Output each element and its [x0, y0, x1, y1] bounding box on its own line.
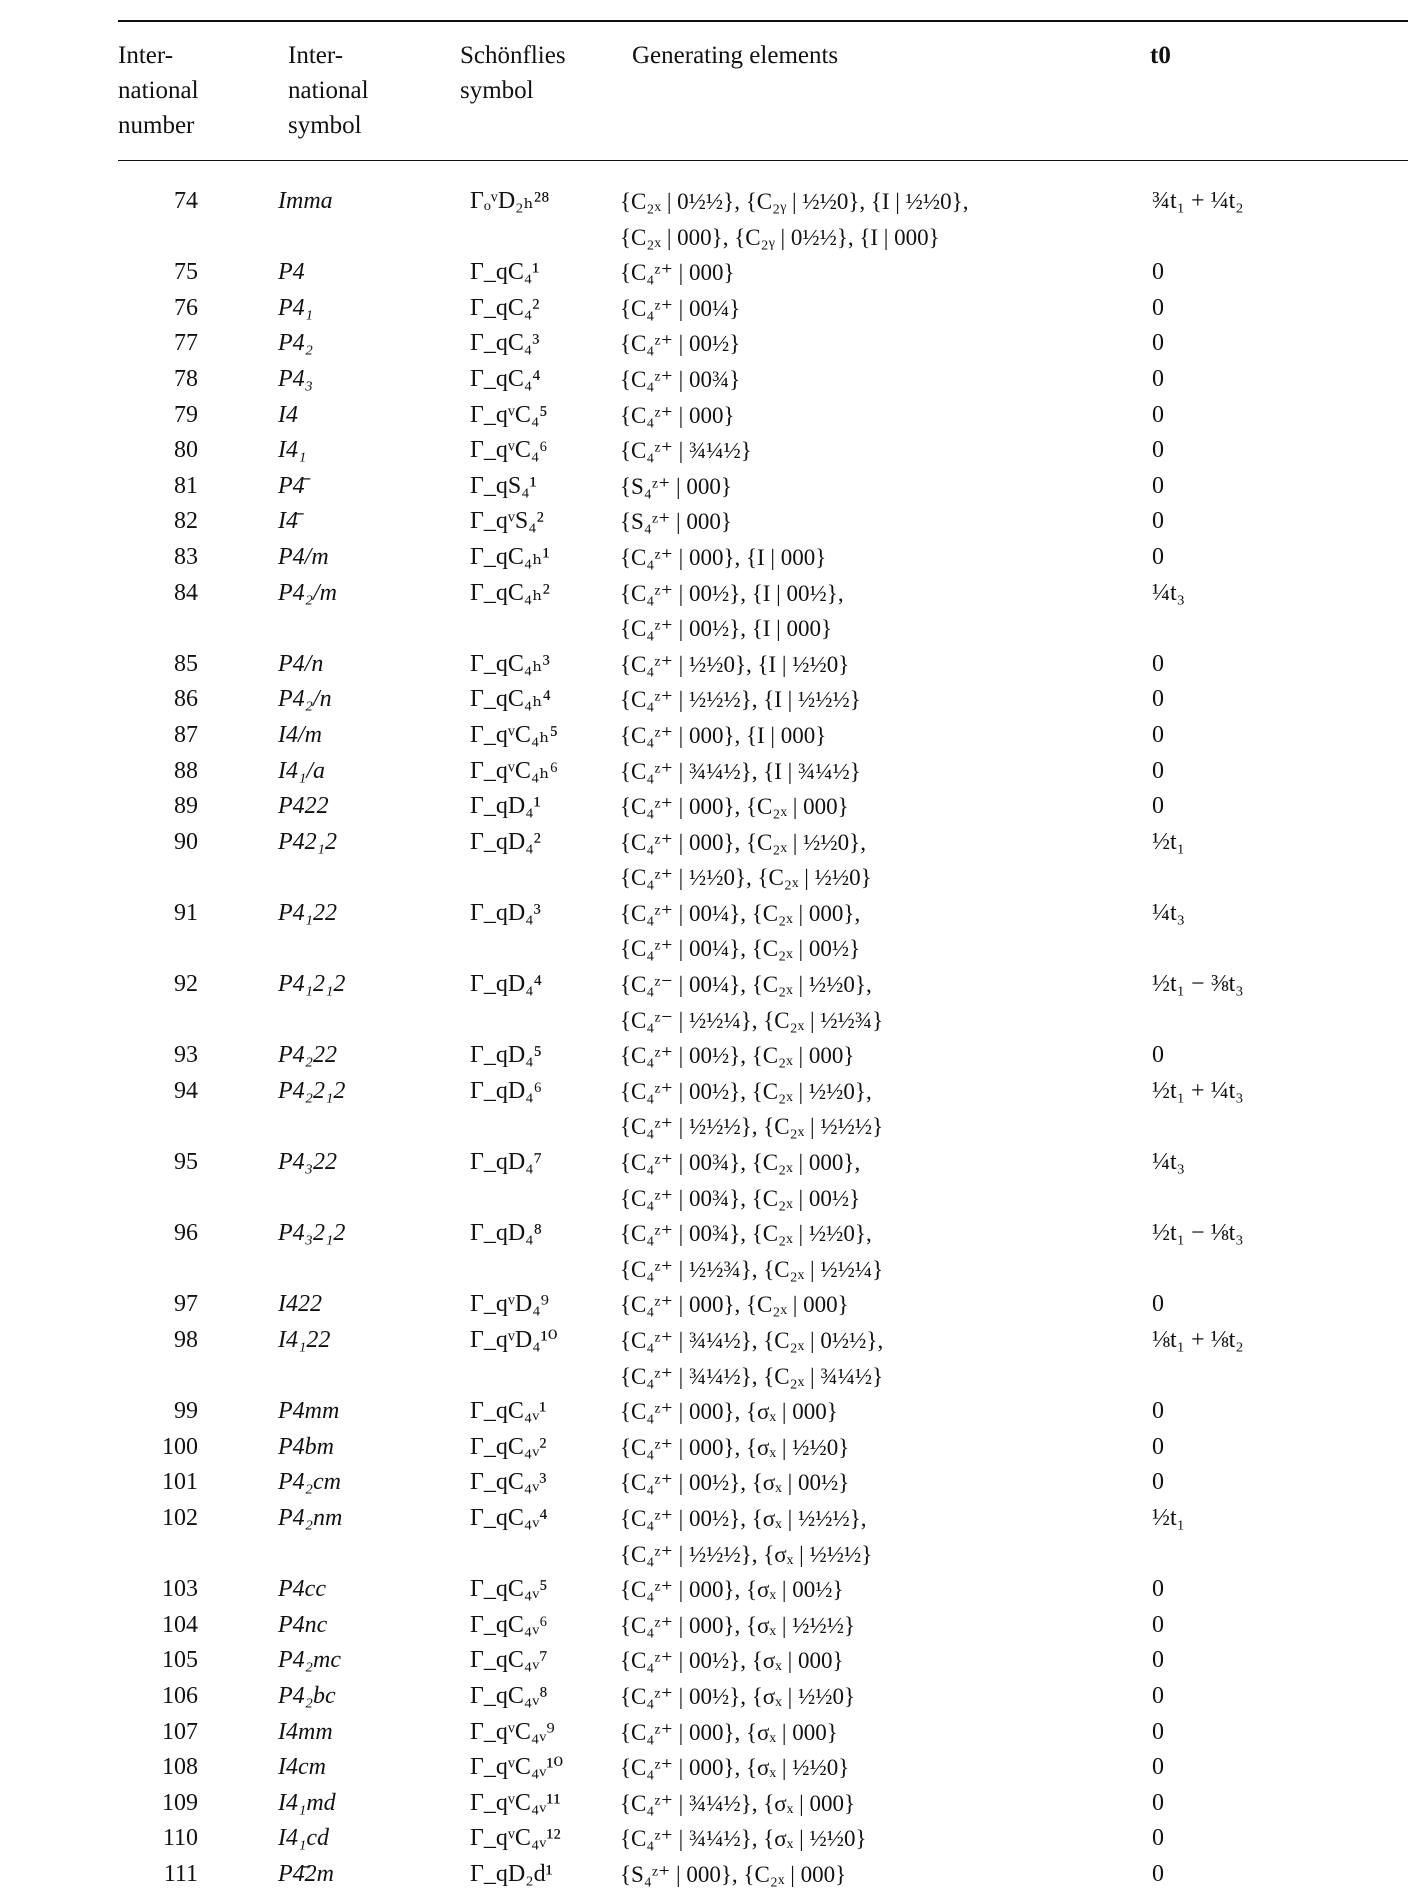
cell-t0: 0: [1152, 259, 1164, 286]
cell-international-symbol: P4₂/m: [278, 579, 338, 606]
cell-international-symbol: I4₁/a: [278, 757, 326, 784]
cell-generating-elements: {C₄ᶻ⁺ | 000}, {σₓ | 000}: [620, 1399, 838, 1425]
header-t0: t0: [1150, 42, 1171, 69]
cell-schoenflies-symbol: Γ_qᵛC₄ₕ⁵: [470, 721, 559, 748]
cell-international-symbol: I4: [278, 401, 298, 428]
cell-t0: 0: [1152, 543, 1164, 570]
cell-international-number: 81: [174, 472, 198, 499]
cell-generating-elements: {C₄ᶻ⁺ | 000}, {σₓ | ½½0}: [620, 1755, 850, 1781]
header-generating-elements: Generating elements: [632, 42, 839, 69]
cell-t0: 0: [1152, 1682, 1164, 1709]
cell-t0: ½t₁: [1152, 1504, 1186, 1531]
cell-t0: 0: [1152, 1398, 1164, 1425]
cell-generating-elements: {S₄ᶻ⁺ | 000}: [620, 473, 732, 499]
table-row: [0, 433, 1426, 469]
cell-schoenflies-symbol: Γ_qD₄⁴: [470, 971, 542, 998]
cell-international-number: 84: [174, 579, 198, 606]
table-row: [0, 1750, 1426, 1786]
cell-schoenflies-symbol: Γ_qC₄³: [470, 330, 540, 357]
cell-t0: 0: [1152, 1576, 1164, 1603]
cell-generating-elements: {C₄ᶻ⁺ | 000}: [620, 260, 735, 286]
table-row: [0, 1465, 1426, 1501]
cell-international-number: 111: [163, 1860, 198, 1887]
table-row: [0, 1074, 1426, 1145]
cell-international-number: 110: [162, 1825, 198, 1852]
cell-generating-elements: {C₂ₓ | 0½½}, {C₂ᵧ | ½½0}, {I | ½½0}, {C₂ₓ | 000}, {C₂ᵧ | 0½½}, {I | 000}: [620, 189, 969, 250]
table-row: [0, 504, 1426, 540]
cell-schoenflies-symbol: Γ_qD₄³: [470, 899, 541, 926]
table-row: [0, 967, 1426, 1038]
cell-international-symbol: P4₂cm: [278, 1469, 341, 1496]
cell-international-symbol: P4₁22: [278, 899, 338, 926]
cell-t0: 0: [1152, 330, 1164, 357]
cell-generating-elements: {C₄ᶻ⁺ | 000}, {I | 000}: [620, 544, 827, 570]
cell-schoenflies-symbol: Γ_qC₄²: [470, 294, 540, 321]
cell-schoenflies-symbol: Γ_qC₄ᵥ⁴: [470, 1504, 548, 1531]
cell-schoenflies-symbol: Γ_qD₄⁵: [470, 1042, 542, 1069]
cell-t0: 0: [1152, 1433, 1164, 1460]
cell-schoenflies-symbol: ΓₒᵛD₂ₕ²⁸: [470, 188, 550, 214]
table-row: [0, 576, 1426, 647]
cell-t0: 0: [1152, 437, 1164, 464]
cell-international-symbol: P4₃22: [278, 1149, 338, 1176]
cell-international-number: 95: [174, 1149, 198, 1176]
cell-international-number: 109: [162, 1789, 198, 1816]
cell-international-symbol: P4₂bc: [278, 1682, 336, 1709]
cell-generating-elements: {C₄ᶻ⁺ | 000}, {C₂ₓ | 000}: [620, 1292, 849, 1318]
cell-international-symbol: I4̄: [278, 508, 298, 535]
table-row: [0, 789, 1426, 825]
cell-t0: 0: [1152, 1825, 1164, 1852]
cell-international-symbol: P4₂/n: [278, 686, 332, 713]
cell-international-symbol: P4₁: [278, 294, 314, 321]
cell-t0: ½t₁ − ⅜t₃: [1152, 971, 1244, 998]
cell-international-number: 83: [174, 543, 198, 570]
cell-t0: 0: [1152, 1718, 1164, 1745]
cell-international-symbol: I422: [278, 1291, 322, 1318]
cell-t0: 0: [1152, 757, 1164, 784]
cell-international-number: 74: [174, 188, 198, 214]
table-row: [0, 1786, 1426, 1822]
table-row: [0, 1394, 1426, 1430]
cell-t0: 0: [1152, 365, 1164, 392]
cell-generating-elements: {C₄ᶻ⁻ | 00¼}, {C₂ₓ | ½½0}, {C₄ᶻ⁻ | ½½¼}, {C₂ₓ | ½½¾}: [620, 972, 884, 1033]
table-row: [0, 540, 1426, 576]
header-international-number: Inter- national number: [118, 42, 199, 139]
cell-schoenflies-symbol: Γ_qC₄ₕ⁴: [470, 686, 551, 713]
cell-international-symbol: I4₁22: [278, 1327, 331, 1353]
table-row: [0, 1501, 1426, 1572]
cell-t0: ¼t₃: [1152, 579, 1186, 606]
cell-international-symbol: P4₂mc: [278, 1647, 341, 1674]
cell-generating-elements: {C₄ᶻ⁺ | ¾¼½}, {I | ¾¼½}: [620, 758, 861, 784]
cell-schoenflies-symbol: Γ_qC₄ᵥ³: [470, 1469, 547, 1496]
cell-schoenflies-symbol: Γ_qC₄ₕ²: [470, 579, 550, 606]
cell-generating-elements: {C₄ᶻ⁺ | ¾¼½}, {C₂ₓ | 0½½}, {C₄ᶻ⁺ | ¾¼½}, {C₂ₓ | ¾¼½}: [620, 1328, 884, 1389]
cell-international-symbol: P4̄: [278, 472, 305, 499]
cell-t0: ½t₁ − ⅛t₃: [1152, 1220, 1244, 1247]
cell-international-number: 108: [162, 1754, 198, 1781]
cell-international-symbol: I4₁: [278, 437, 307, 464]
cell-schoenflies-symbol: Γ_qC₄ᵥ⁸: [470, 1682, 548, 1709]
table-row: [0, 255, 1426, 291]
table-row: [0, 682, 1426, 718]
header-international-symbol: Inter- national symbol: [288, 42, 369, 139]
cell-international-symbol: P4₁2₁2: [278, 971, 346, 998]
table-row: [0, 1608, 1426, 1644]
cell-schoenflies-symbol: Γ_qᵛC₄ᵥ¹²: [470, 1825, 561, 1852]
cell-schoenflies-symbol: Γ_qC₄ᵥ²: [470, 1433, 547, 1460]
cell-schoenflies-symbol: Γ_qC₄ₕ¹: [470, 543, 550, 570]
cell-t0: 0: [1152, 793, 1164, 820]
cell-schoenflies-symbol: Γ_qᵛD₄¹⁰: [470, 1327, 558, 1353]
cell-schoenflies-symbol: Γ_qD₄⁶: [470, 1077, 542, 1104]
cell-generating-elements: {C₄ᶻ⁺ | 000}, {σₓ | ½½0}: [620, 1434, 850, 1460]
cell-generating-elements: {C₄ᶻ⁺ | ½½½}, {I | ½½½}: [620, 687, 861, 713]
cell-international-symbol: P4₃2₁2: [278, 1220, 346, 1247]
table-row: [0, 825, 1426, 896]
cell-international-symbol: P42₁2: [278, 828, 338, 855]
cell-schoenflies-symbol: Γ_qᵛC₄ₕ⁶: [470, 757, 559, 784]
cell-generating-elements: {C₄ᶻ⁺ | ¾¼½}: [620, 438, 752, 464]
cell-schoenflies-symbol: Γ_qC₄¹: [470, 259, 540, 286]
cell-schoenflies-symbol: Γ_qC₄ᵥ⁶: [470, 1611, 548, 1638]
cell-t0: 0: [1152, 1469, 1164, 1496]
top-rule: [118, 20, 1408, 22]
cell-t0: ⅛t₁ + ⅛t₂: [1152, 1327, 1244, 1353]
cell-t0: 0: [1152, 721, 1164, 748]
table-row: [0, 291, 1426, 327]
cell-generating-elements: {C₄ᶻ⁺ | 000}, {C₂ₓ | 000}: [620, 794, 849, 820]
cell-international-symbol: P4₂: [278, 330, 314, 357]
cell-t0: ½t₁: [1152, 828, 1186, 855]
table-row: [0, 1643, 1426, 1679]
cell-generating-elements: {C₄ᶻ⁺ | 00½}, {σₓ | ½½½}, {C₄ᶻ⁺ | ½½½}, {σₓ | ½½½}: [620, 1505, 873, 1567]
cell-generating-elements: {C₄ᶻ⁺ | ¾¼½}, {σₓ | 000}: [620, 1790, 855, 1816]
cell-international-symbol: P4₂22: [278, 1042, 338, 1069]
cell-international-number: 87: [174, 721, 198, 748]
cell-generating-elements: {C₄ᶻ⁺ | 00½}: [620, 331, 741, 357]
cell-international-number: 107: [162, 1718, 198, 1745]
cell-generating-elements: {C₄ᶻ⁺ | 00¾}, {C₂ₓ | 000}, {C₄ᶻ⁺ | 00¾}, {C₂ₓ | 00½}: [620, 1150, 861, 1211]
cell-t0: ¼t₃: [1152, 1149, 1186, 1176]
cell-generating-elements: {C₄ᶻ⁺ | ½½0}, {I | ½½0}: [620, 651, 850, 677]
cell-international-symbol: P4₂nm: [278, 1504, 343, 1531]
cell-t0: 0: [1152, 294, 1164, 321]
cell-schoenflies-symbol: Γ_qC₄ᵥ⁷: [470, 1647, 548, 1674]
cell-international-number: 85: [174, 650, 198, 677]
cell-generating-elements: {C₄ᶻ⁺ | 000}, {I | 000}: [620, 722, 827, 748]
cell-international-symbol: P4/n: [278, 650, 324, 677]
cell-t0: 0: [1152, 1042, 1164, 1069]
cell-schoenflies-symbol: Γ_qᵛC₄⁵: [470, 401, 548, 428]
table-row: [0, 398, 1426, 434]
cell-international-number: 105: [162, 1647, 198, 1674]
cell-international-number: 94: [174, 1077, 198, 1104]
table-row: [0, 754, 1426, 790]
cell-international-number: 86: [174, 686, 198, 713]
cell-international-number: 103: [162, 1576, 198, 1603]
cell-international-symbol: P4mm: [278, 1398, 340, 1425]
cell-schoenflies-symbol: Γ_qC₄ₕ³: [470, 650, 550, 677]
cell-international-symbol: P4cc: [278, 1576, 326, 1603]
cell-generating-elements: {C₄ᶻ⁺ | 00½}, {σₓ | 00½}: [620, 1470, 850, 1496]
cell-generating-elements: {C₄ᶻ⁺ | 000}, {σₓ | 000}: [620, 1719, 838, 1745]
cell-international-number: 98: [174, 1327, 198, 1353]
cell-generating-elements: {C₄ᶻ⁺ | 00¼}: [620, 295, 741, 321]
cell-generating-elements: {C₄ᶻ⁺ | ¾¼½}, {σₓ | ½½0}: [620, 1826, 867, 1852]
cell-generating-elements: {C₄ᶻ⁺ | 000}, {σₓ | 00½}: [620, 1577, 844, 1603]
cell-generating-elements: {C₄ᶻ⁺ | 00¾}: [620, 366, 741, 392]
table-row: [0, 1323, 1426, 1394]
cell-t0: 0: [1152, 508, 1164, 535]
table-row: [0, 1857, 1426, 1893]
table-row: [0, 362, 1426, 398]
cell-schoenflies-symbol: Γ_qD₄⁸: [470, 1220, 542, 1247]
cell-generating-elements: {C₄ᶻ⁺ | 00½}, {σₓ | 000}: [620, 1648, 844, 1674]
cell-international-symbol: I4₁cd: [278, 1825, 329, 1852]
cell-international-number: 99: [174, 1398, 198, 1425]
cell-t0: 0: [1152, 1754, 1164, 1781]
cell-international-symbol: P4/m: [278, 543, 329, 570]
cell-generating-elements: {C₄ᶻ⁺ | 00½}, {C₂ₓ | 000}: [620, 1043, 855, 1069]
cell-international-symbol: P4nc: [278, 1611, 328, 1638]
cell-schoenflies-symbol: Γ_qS₄¹: [470, 472, 537, 499]
cell-t0: 0: [1152, 401, 1164, 428]
table-row: [0, 1430, 1426, 1466]
cell-t0: 0: [1152, 1611, 1164, 1638]
cell-generating-elements: {C₄ᶻ⁺ | 00½}, {C₂ₓ | ½½0}, {C₄ᶻ⁺ | ½½½}, {C₂ₓ | ½½½}: [620, 1078, 884, 1140]
table-row: [0, 1038, 1426, 1074]
table-row: [0, 1572, 1426, 1608]
cell-t0: 0: [1152, 1789, 1164, 1816]
cell-international-number: 78: [174, 365, 198, 392]
table-row: [0, 1145, 1426, 1216]
cell-generating-elements: {S₄ᶻ⁺ | 000}: [620, 509, 732, 535]
cell-international-number: 92: [174, 971, 198, 998]
cell-international-symbol: P4̄2m: [278, 1860, 334, 1887]
table-row: [0, 1287, 1426, 1323]
cell-international-number: 79: [174, 401, 198, 428]
header-rule: [118, 160, 1408, 161]
table-row: [0, 1679, 1426, 1715]
cell-t0: ¾t₁ + ¼t₂: [1152, 188, 1244, 214]
table-row: [0, 326, 1426, 362]
cell-international-number: 90: [174, 828, 198, 855]
cell-generating-elements: {C₄ᶻ⁺ | 000}: [620, 402, 735, 428]
cell-t0: 0: [1152, 686, 1164, 713]
cell-t0: ½t₁ + ¼t₃: [1152, 1077, 1244, 1104]
cell-schoenflies-symbol: Γ_qᵛC₄ᵥ¹⁰: [470, 1754, 564, 1781]
cell-international-symbol: P4bm: [278, 1433, 334, 1460]
cell-t0: 0: [1152, 650, 1164, 677]
cell-international-symbol: Imma: [278, 188, 333, 214]
cell-schoenflies-symbol: Γ_qᵛS₄²: [470, 508, 544, 535]
table-row: [0, 184, 1426, 255]
cell-international-symbol: I4/m: [278, 721, 322, 748]
cell-international-symbol: I4mm: [278, 1718, 333, 1745]
cell-international-number: 100: [162, 1433, 198, 1460]
cell-schoenflies-symbol: Γ_qD₂d¹: [470, 1860, 553, 1887]
cell-international-number: 93: [174, 1042, 198, 1069]
cell-international-symbol: P4₃: [278, 365, 314, 392]
cell-international-number: 96: [174, 1220, 198, 1247]
cell-international-number: 76: [174, 294, 198, 321]
cell-international-number: 80: [174, 437, 198, 464]
cell-international-number: 77: [174, 330, 198, 357]
cell-international-number: 82: [174, 508, 198, 535]
cell-generating-elements: {C₄ᶻ⁺ | 000}, {C₂ₓ | ½½0}, {C₄ᶻ⁺ | ½½0}, {C₂ₓ | ½½0}: [620, 829, 872, 891]
cell-international-number: 91: [174, 899, 198, 926]
cell-t0: 0: [1152, 1860, 1164, 1887]
cell-t0: 0: [1152, 1291, 1164, 1318]
table-row: [0, 1821, 1426, 1857]
cell-international-symbol: P4: [278, 259, 305, 286]
cell-generating-elements: {S₄ᶻ⁺ | 000}, {C₂ₓ | 000}: [620, 1861, 847, 1887]
cell-schoenflies-symbol: Γ_qC₄⁴: [470, 365, 541, 392]
cell-generating-elements: {C₄ᶻ⁺ | 00½}, {I | 00½}, {C₄ᶻ⁺ | 00½}, {I | 000}: [620, 580, 844, 642]
table-row: [0, 896, 1426, 967]
cell-schoenflies-symbol: Γ_qD₄¹: [470, 793, 541, 820]
header-schoenflies-symbol: Schönflies symbol: [460, 42, 566, 104]
table-row: [0, 718, 1426, 754]
cell-t0: 0: [1152, 472, 1164, 499]
cell-generating-elements: {C₄ᶻ⁺ | 000}, {σₓ | ½½½}: [620, 1612, 855, 1638]
cell-international-number: 88: [174, 757, 198, 784]
cell-schoenflies-symbol: Γ_qD₄²: [470, 828, 541, 855]
table-row: [0, 469, 1426, 505]
cell-generating-elements: {C₄ᶻ⁺ | 00¾}, {C₂ₓ | ½½0}, {C₄ᶻ⁺ | ½½¾}, {C₂ₓ | ½½¼}: [620, 1221, 884, 1282]
cell-generating-elements: {C₄ᶻ⁺ | 00¼}, {C₂ₓ | 000}, {C₄ᶻ⁺ | 00¼}, {C₂ₓ | 00½}: [620, 900, 861, 962]
table-body: [0, 184, 1426, 1893]
cell-schoenflies-symbol: Γ_qC₄ᵥ⁵: [470, 1576, 548, 1603]
table-row: [0, 1216, 1426, 1287]
cell-international-symbol: P422: [278, 793, 329, 820]
cell-t0: 0: [1152, 1647, 1164, 1674]
cell-international-number: 89: [174, 793, 198, 820]
table-row: [0, 1715, 1426, 1751]
cell-t0: ¼t₃: [1152, 899, 1186, 926]
cell-international-number: 75: [174, 259, 198, 286]
cell-international-number: 102: [162, 1504, 198, 1531]
cell-international-number: 106: [162, 1682, 198, 1709]
cell-schoenflies-symbol: Γ_qᵛC₄ᵥ⁹: [470, 1718, 555, 1745]
cell-schoenflies-symbol: Γ_qC₄ᵥ¹: [470, 1398, 547, 1425]
cell-generating-elements: {C₄ᶻ⁺ | 00½}, {σₓ | ½½0}: [620, 1683, 855, 1709]
table-row: [0, 647, 1426, 683]
cell-international-symbol: I4cm: [278, 1754, 326, 1781]
cell-schoenflies-symbol: Γ_qD₄⁷: [470, 1149, 542, 1176]
cell-schoenflies-symbol: Γ_qᵛD₄⁹: [470, 1291, 549, 1318]
cell-schoenflies-symbol: Γ_qᵛC₄ᵥ¹¹: [470, 1789, 561, 1816]
cell-international-number: 104: [162, 1611, 198, 1638]
cell-international-number: 97: [174, 1291, 198, 1318]
cell-international-symbol: P4₂2₁2: [278, 1077, 346, 1104]
cell-schoenflies-symbol: Γ_qᵛC₄⁶: [470, 437, 548, 464]
cell-international-number: 101: [162, 1469, 198, 1496]
cell-international-symbol: I4₁md: [278, 1789, 336, 1816]
